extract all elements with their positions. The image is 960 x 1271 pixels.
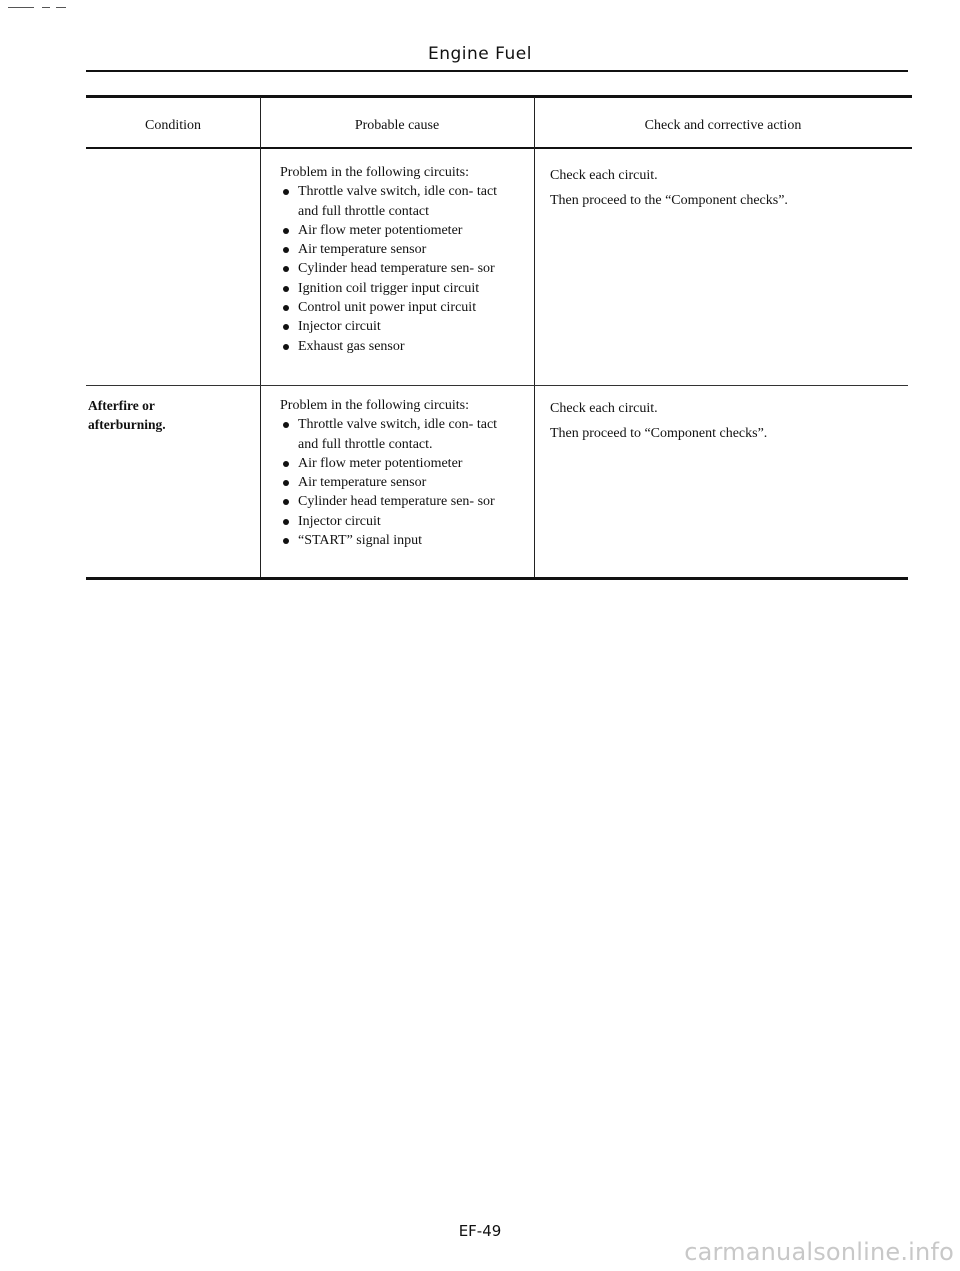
row-divider [86,385,908,386]
header-condition: Condition [144,118,201,133]
list-item: Air temperature sensor [280,240,514,259]
list-item: Ignition coil trigger input circuit [280,279,514,298]
row2-cause-intro: Problem in the following circuits: [280,398,469,413]
row2-cause-list [280,415,514,550]
row2-condition [88,396,253,434]
page-number: EF-49 [458,1222,502,1240]
header-bottom-rule [86,147,912,149]
list-item: Cylinder head temperature sen- sor [280,492,514,511]
header-rule [86,70,908,72]
column-divider-1 [260,97,261,579]
header-check-action: Check and corrective action [644,118,802,133]
list-item: Throttle valve switch, idle con- tact and full throttle contact. [280,415,514,454]
list-item: Injector circuit [280,512,514,531]
table-bottom-rule [86,577,908,580]
list-item: Air flow meter potentiometer [280,454,514,473]
list-item: Air flow meter potentiometer [280,221,514,240]
header-probable-cause: Probable cause [354,118,440,133]
corner-scan-mark [8,4,78,10]
row1-cause-intro: Problem in the following circuits: [280,165,469,180]
row2-action-line: Check each circuit. [550,401,658,416]
row2-probable-cause [280,396,514,550]
row1-action-line: Then proceed to the “Component checks”. [550,193,788,208]
column-divider-2 [534,97,535,579]
row2-action-line: Then proceed to “Component checks”. [550,426,768,441]
row1-action-line: Check each circuit. [550,168,658,183]
list-item: Exhaust gas sensor [280,337,514,356]
watermark: carmanualsonline.info [684,1238,954,1266]
list-item: “START” signal input [280,531,514,550]
row1-probable-cause [280,163,514,356]
row2-condition-line: Afterfire or [88,398,155,413]
list-item: Cylinder head temperature sen- sor [280,259,514,278]
section-title: Engine Fuel [428,44,532,64]
list-item: Control unit power input circuit [280,298,514,317]
list-item: Injector circuit [280,317,514,336]
row2-check-action [550,396,900,446]
row2-condition-line: afterburning. [88,417,166,432]
list-item: Air temperature sensor [280,473,514,492]
table-top-rule [86,95,912,98]
row1-cause-list [280,182,514,356]
list-item: Throttle valve switch, idle con- tact and full throttle contact [280,182,514,221]
row1-check-action [550,163,900,213]
